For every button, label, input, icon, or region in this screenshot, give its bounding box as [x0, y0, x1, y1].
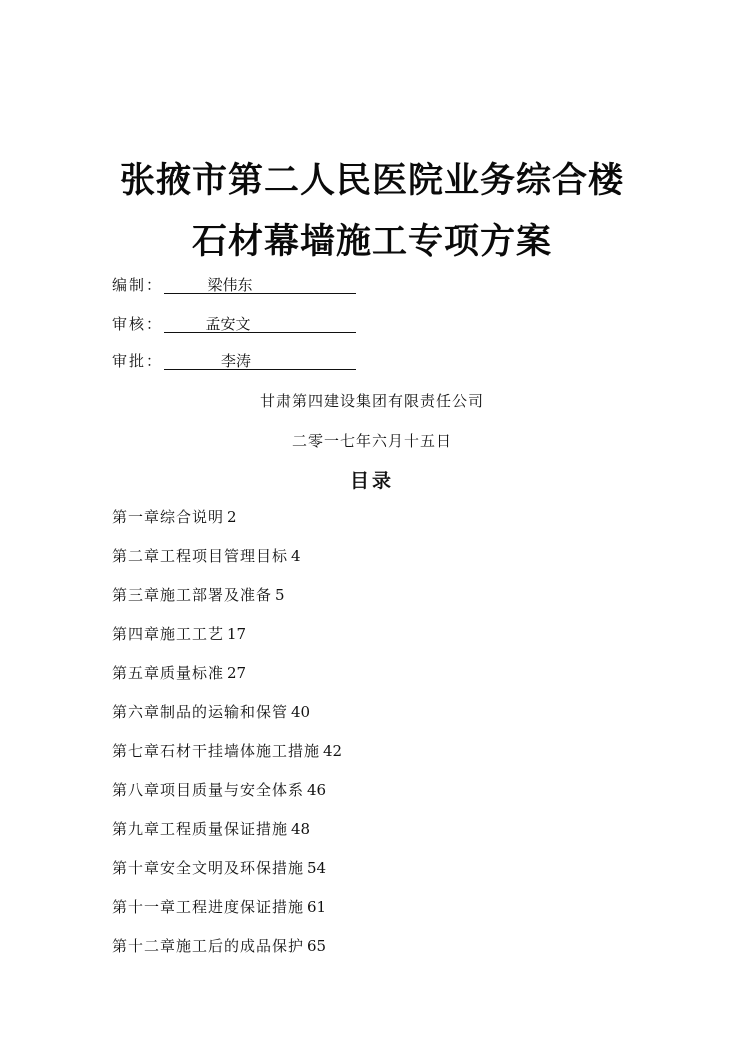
- signature-name: 孟安文: [205, 315, 251, 333]
- toc-entry[interactable]: [112, 740, 342, 779]
- signature-line: [164, 274, 356, 294]
- toc-entry[interactable]: [112, 935, 342, 974]
- signature-name: 梁伟东: [207, 276, 253, 294]
- toc-entry[interactable]: [112, 701, 342, 740]
- toc-page-number: 27: [227, 664, 247, 682]
- toc-entry[interactable]: [112, 662, 342, 701]
- toc-entry[interactable]: [112, 506, 342, 545]
- toc-entry[interactable]: [112, 779, 342, 818]
- toc-chapter: 第九章工程质量保证措施: [112, 820, 289, 838]
- toc-page-number: 46: [307, 781, 327, 799]
- toc-heading: 目录: [349, 470, 394, 492]
- table-of-contents: [112, 506, 342, 974]
- signature-label: 编制：: [112, 276, 164, 294]
- toc-page-number: 54: [307, 859, 327, 877]
- organization-name: 甘肃第四建设集团有限责任公司: [259, 392, 484, 410]
- toc-entry[interactable]: [112, 545, 342, 584]
- toc-page-number: 17: [227, 625, 247, 643]
- document-date: 二零一七年六月十五日: [291, 432, 452, 450]
- toc-chapter: 第七章石材干挂墙体施工措施: [112, 742, 321, 760]
- toc-page-number: 5: [275, 586, 285, 604]
- toc-chapter: 第十一章工程进度保证措施: [112, 898, 305, 916]
- toc-chapter: 第八章项目质量与安全体系: [112, 781, 305, 799]
- toc-chapter: 第十章安全文明及环保措施: [112, 859, 305, 877]
- document-title-line1: 张掖市第二人民医院业务综合楼: [119, 161, 624, 201]
- toc-page-number: 65: [307, 937, 327, 955]
- signature-line: [164, 350, 356, 370]
- signature-label: 审批：: [112, 352, 164, 370]
- toc-page-number: 4: [291, 547, 301, 565]
- toc-chapter: 第一章综合说明: [112, 508, 225, 526]
- toc-chapter: 第十二章施工后的成品保护: [112, 937, 305, 955]
- document-title-line2: 石材幕墙施工专项方案: [191, 222, 552, 262]
- signature-name: 李涛: [220, 352, 251, 370]
- toc-entry[interactable]: [112, 623, 342, 662]
- toc-entry[interactable]: [112, 857, 342, 896]
- toc-chapter: 第三章施工部署及准备: [112, 586, 273, 604]
- toc-entry[interactable]: [112, 896, 342, 935]
- toc-page-number: 2: [227, 508, 237, 526]
- toc-entry[interactable]: [112, 584, 342, 623]
- toc-chapter: 第二章工程项目管理目标: [112, 547, 289, 565]
- toc-page-number: 40: [291, 703, 311, 721]
- toc-chapter: 第六章制品的运输和保管: [112, 703, 289, 721]
- signature-line: [164, 313, 356, 333]
- toc-entry[interactable]: [112, 818, 342, 857]
- toc-page-number: 61: [307, 898, 327, 916]
- signature-label: 审核：: [112, 315, 164, 333]
- toc-chapter: 第四章施工工艺: [112, 625, 225, 643]
- toc-page-number: 42: [323, 742, 343, 760]
- toc-chapter: 第五章质量标准: [112, 664, 225, 682]
- toc-page-number: 48: [291, 820, 311, 838]
